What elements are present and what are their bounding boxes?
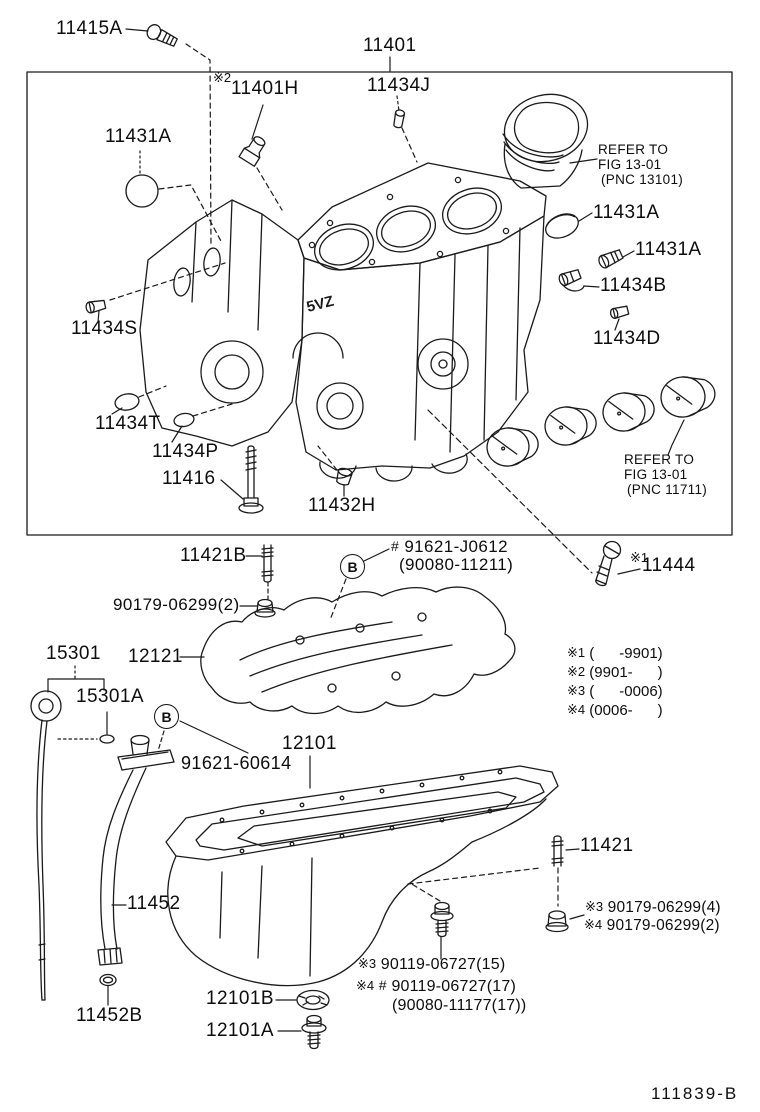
nut-icon-90179-lower [546, 911, 568, 932]
oring-icon-11452b [100, 975, 116, 986]
cylinder-block-drawing [140, 163, 546, 481]
part-label-11401[interactable]: 11401 [363, 35, 417, 56]
legend-row-2: ※2 (9901- ) [567, 664, 663, 681]
figure-code: 111839-B [651, 1084, 739, 1103]
plug-icon-11434p [173, 412, 195, 428]
gasket-icon-12101b [297, 991, 329, 1010]
part-label-12121[interactable]: 12121 [128, 646, 183, 667]
part-label-12101a[interactable]: 12101A [206, 1020, 274, 1041]
part-label-11432h[interactable]: 11432H [308, 495, 376, 516]
plug-icon-11431a-left [126, 175, 158, 207]
stud-icon-11421b [262, 545, 273, 582]
note-pan-bolt-1: ※3 90119-06727(15) [358, 956, 506, 973]
stud-icon-11421 [552, 836, 563, 866]
note-washer-upper[interactable]: 90179-06299(2) [113, 595, 240, 614]
plug-icon-11444 [596, 542, 621, 586]
leader-lines [48, 29, 684, 1031]
plug-icon-11431a-r1 [542, 209, 582, 242]
legend-row-1: ※1 ( -9901) [567, 645, 663, 662]
plug-icon-11434s [85, 299, 106, 314]
gasket-icon-15301a [100, 735, 114, 743]
part-label-11431a-left[interactable]: 11431A [105, 126, 172, 147]
callout-b-upper[interactable]: B [340, 554, 365, 579]
part-label-11434b[interactable]: 11434B [600, 275, 667, 296]
part-label-11452b[interactable]: 11452B [76, 1005, 143, 1026]
note-pan-nut-2: ※4 90179-06299(2) [584, 917, 720, 934]
note-union-bolt[interactable]: 91621-60614 [181, 753, 292, 773]
bolt-icon-11415a [145, 22, 179, 49]
refer-note-bearings: REFER TO FIG 13-01 (PNC 11711) [624, 452, 708, 498]
bolt-icon-90119 [431, 903, 453, 937]
callout-b-lower[interactable]: B [154, 704, 179, 729]
part-label-12101b[interactable]: 12101B [206, 988, 274, 1009]
plug-icon-11434b [558, 268, 582, 286]
part-label-15301a[interactable]: 15301A [76, 686, 144, 707]
variant-mark-11444: ※1 [630, 550, 649, 565]
note-pan-bolt-2: ※4 # 90119-06727(17) [356, 977, 517, 995]
guide-tube-drawing [98, 736, 174, 966]
plug-icon-11431a-r2 [597, 248, 624, 269]
part-label-11444[interactable]: 11444 [642, 555, 696, 576]
plug-icon-11434d [610, 305, 629, 319]
part-label-11434t[interactable]: 11434T [95, 413, 161, 434]
part-label-12101[interactable]: 12101 [282, 733, 337, 754]
dipstick-drawing [31, 691, 61, 1000]
oil-pan-drawing [166, 766, 558, 986]
part-label-11401h[interactable]: 11401H [231, 78, 299, 99]
part-label-11421b[interactable]: 11421B [180, 545, 247, 566]
bolt-icon-11416 [239, 446, 263, 513]
drain-plug-icon-12101a [302, 1016, 326, 1049]
part-label-11421[interactable]: 11421 [580, 835, 634, 856]
part-label-11415a[interactable]: 11415A [56, 18, 123, 39]
part-label-11434s[interactable]: 11434S [71, 318, 138, 339]
variant-mark-11401h: ※2 [213, 70, 232, 85]
refer-note-piston: REFER TO FIG 13-01 (PNC 13101) [598, 142, 684, 188]
part-label-15301[interactable]: 15301 [46, 643, 101, 664]
pin-icon-11434j [393, 109, 405, 128]
part-label-11416[interactable]: 11416 [162, 468, 216, 489]
part-label-11434d[interactable]: 11434D [593, 328, 661, 349]
note-pan-bolt-alt: (90080-11177(17)) [392, 997, 527, 1014]
note-upper-bolt-alt: (90080-11211) [399, 555, 514, 574]
plug-icon-11434t [114, 392, 140, 412]
note-pan-nut-1: ※3 90179-06299(4) [585, 899, 721, 916]
part-label-11434j[interactable]: 11434J [367, 75, 431, 96]
block-casting-mark: 5VZ [304, 292, 336, 316]
legend-row-4: ※4 (0006- ) [567, 702, 663, 719]
legend-row-3: ※3 ( -0006) [567, 683, 663, 700]
part-label-11452[interactable]: 11452 [127, 893, 181, 914]
piston-drawing [497, 86, 594, 188]
sensor-icon-11401h [239, 133, 269, 166]
note-upper-bolt[interactable]: # 91621-J0612 [391, 537, 508, 556]
part-label-11431a-r1[interactable]: 11431A [593, 202, 660, 223]
part-label-11434p[interactable]: 11434P [152, 441, 219, 462]
part-label-11431a-r2[interactable]: 11431A [635, 239, 702, 260]
